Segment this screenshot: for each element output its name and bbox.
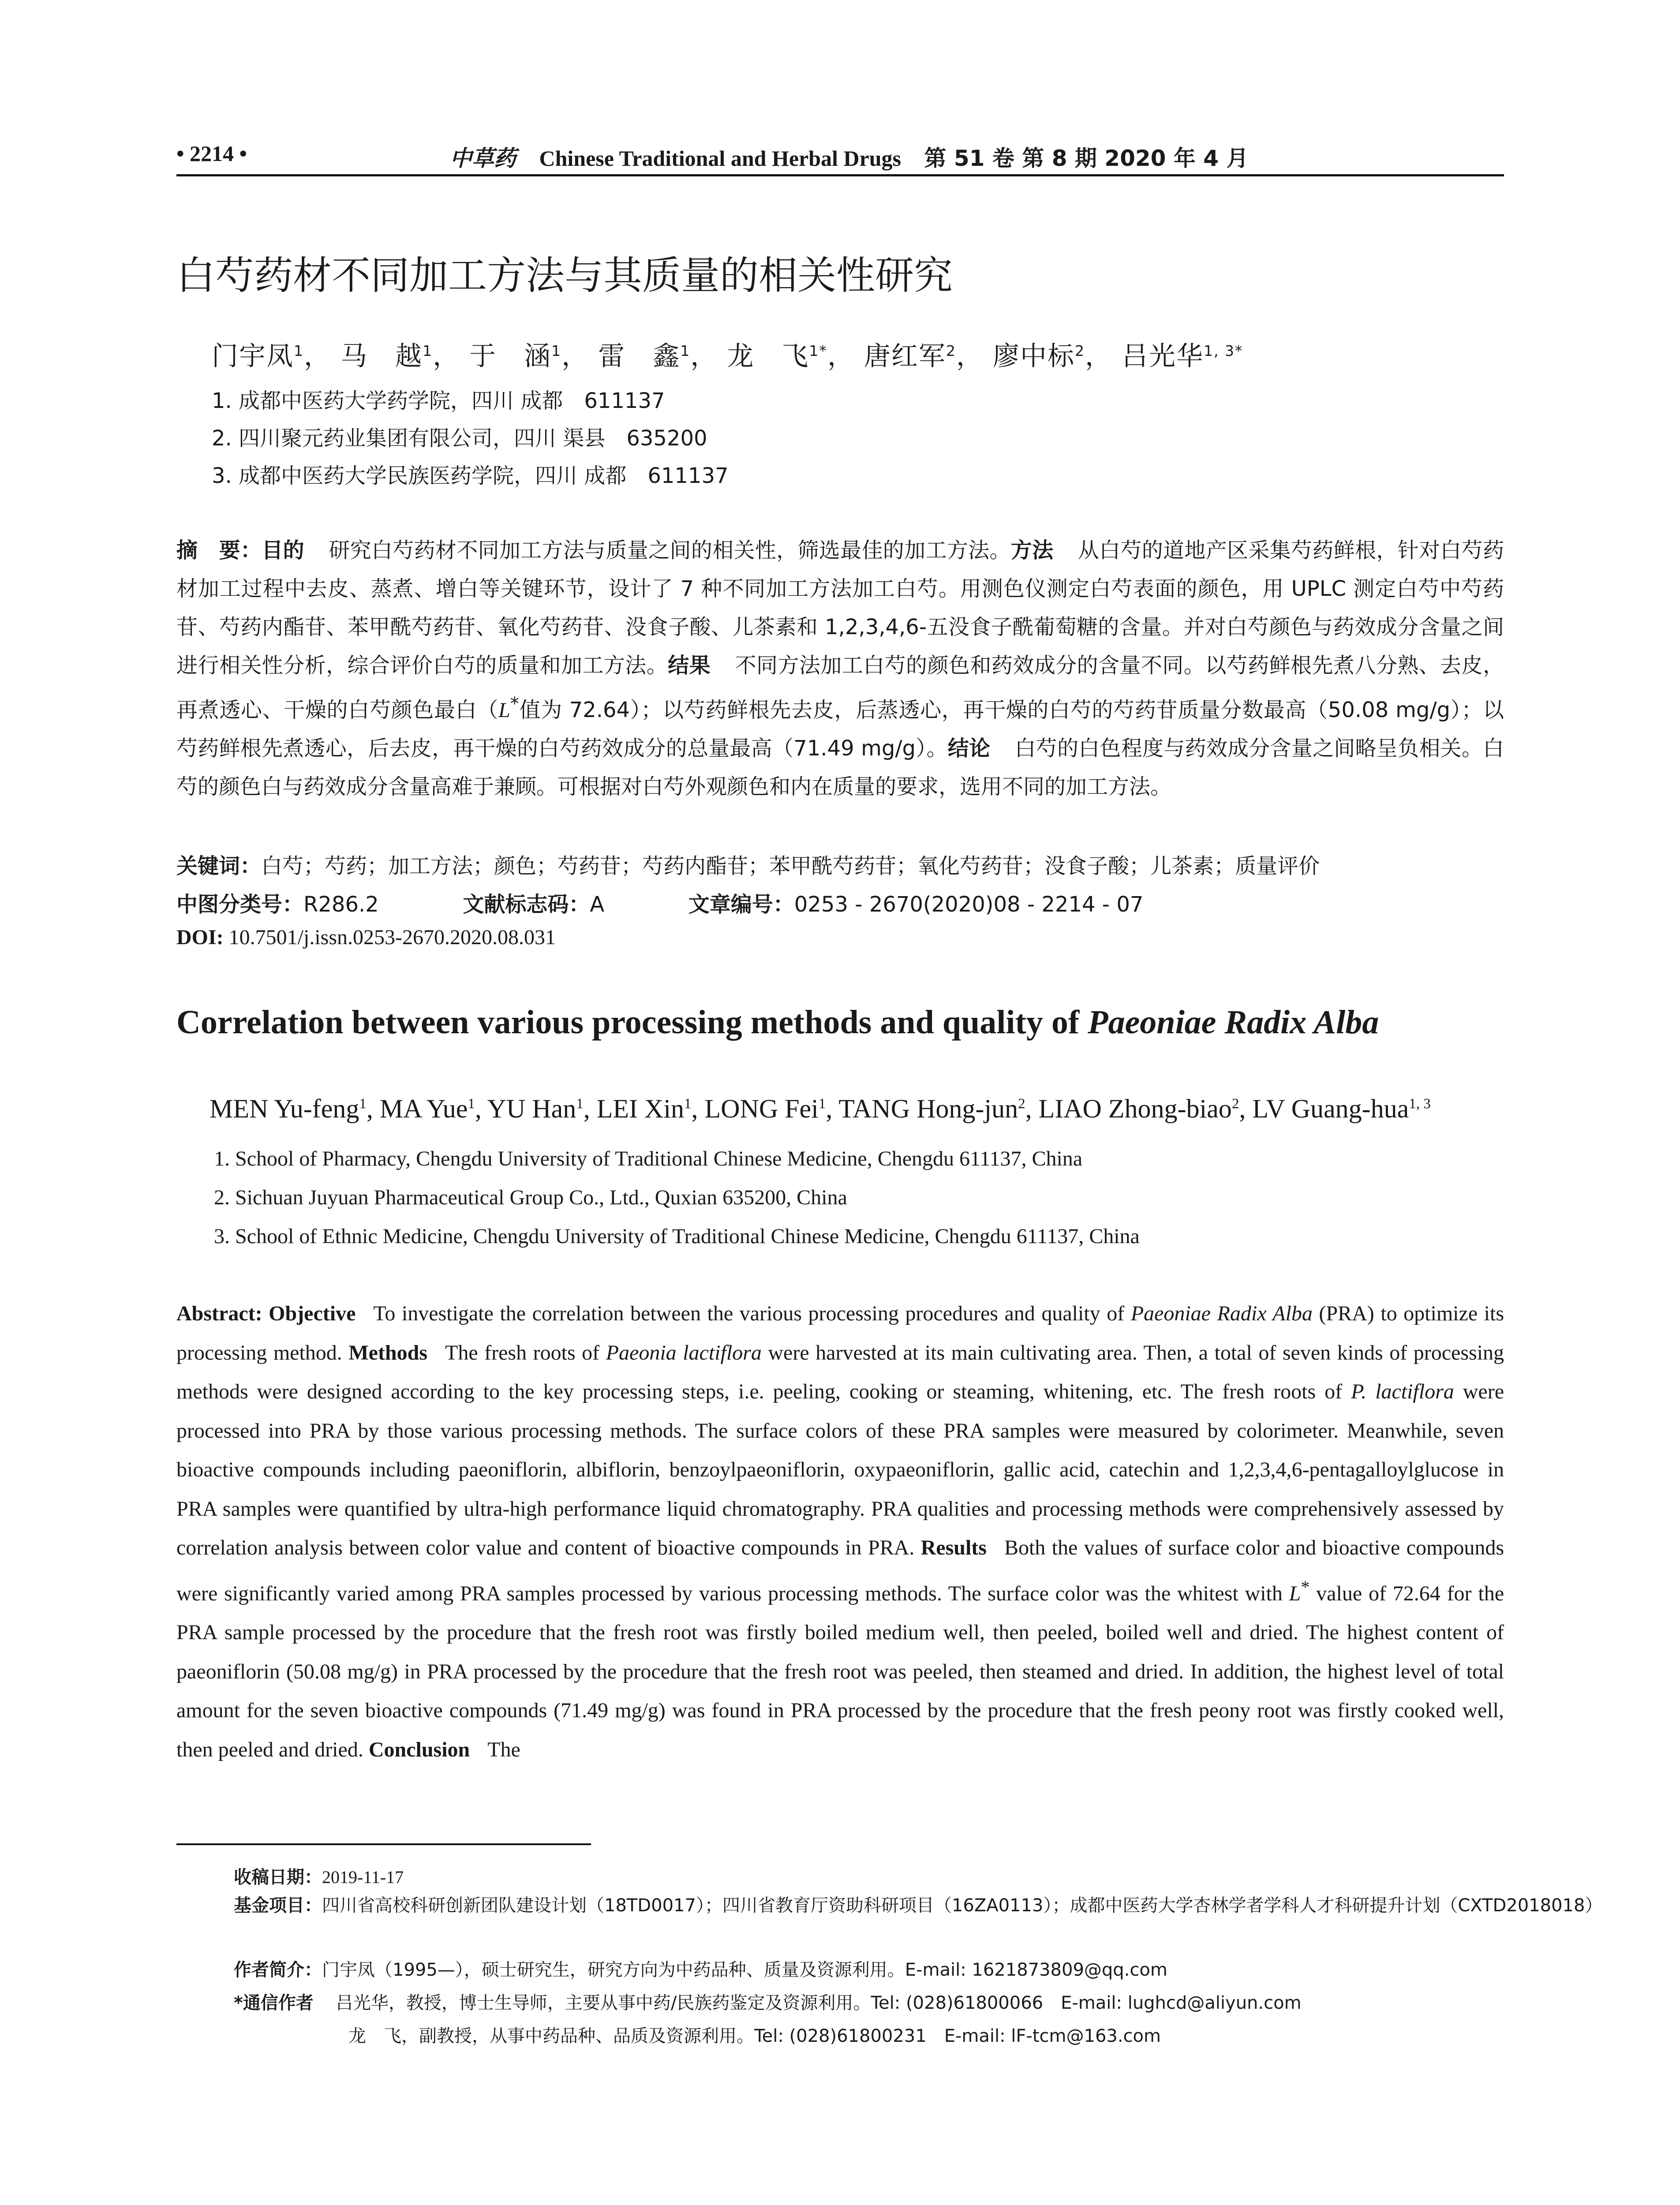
methods-label-cn: 方法 bbox=[1010, 538, 1054, 563]
results-text-cn-2: 值为 72.64）；以芍药鲜根先去皮，后蒸透心，再干燥的白芍的芍药苷质量分数最高（50.08 mg/g）；以芍药鲜根先煮透心，后去皮，再干燥的白芍药效成分的总量最高（71.49 mg/g）。 bbox=[176, 698, 1504, 761]
footnote-received: 收稿日期：2019-11-17 bbox=[234, 1867, 404, 1887]
author-cn: 廖中标$^2$ bbox=[992, 341, 1085, 372]
abstract-en: Abstract: Objective To investigate the correlation between the various processing procedures and quality of Paeoniae Radix Alba (PRA) to optimize its processing method. Methods The fresh roots of Paeonia lactiflora were harvested at its main cultivating area. Then, a total of seven kinds of processing methods were designed according to the key processing steps, i.e. peeling, cooking or steaming, whitening, etc. The fresh roots of P. lactiflora were processed into PRA by those various processing methods. The surface colors of these PRA samples were measured by colorimeter. Meanwhile, seven bioactive compounds including paeoniflorin, albiflorin, benzoylpaeoniflorin, oxypaeoniflorin, gallic acid, catechin and 1,2,3,4,6-pentagalloylglucose in PRA samples were quantified by ultra-high performance liquid chromatography. PRA qualities and processing methods were comprehensively assessed by correlation analysis between color value and content of bioactive compounds in PRA. Results Both the values of surface color and bioactive compounds were significantly varied among PRA samples processed by various processing methods. The surface color was the whitest with L* value of 72.64 for the PRA sample processed by the procedure that the fresh root was firstly boiled medium well, then peeled, boiled well and dried. The highest content of paeoniflorin (50.08 mg/g) in PRA processed by the procedure that the fresh root was peeled, then steamed and dried. In addition, the highest level of total amount for the seven bioactive compounds (71.49 mg/g) was found in PRA processed by the procedure that the fresh peony root was firstly cooked well, then peeled and dried. Conclusion The bbox=[176, 1302, 1504, 1761]
clc-label: 中图分类号： bbox=[176, 892, 304, 917]
species-italic: Paeonia lactiflora bbox=[606, 1341, 762, 1364]
footnote-corresponding-2: 龙 飞，副教授，从事中药品种、品质及资源利用。Tel: (028)61800231 E-mail: lF-tcm@163.com bbox=[348, 2026, 1161, 2046]
doi-value: 10.7501/j.issn.0253-2670.2020.08.031 bbox=[228, 926, 556, 949]
doc-code-label: 文献标志码： bbox=[463, 892, 590, 917]
footnote-fund: 基金项目：四川省高校科研创新团队建设计划（18TD0017）；四川省教育厅资助科研项目（16ZA0113）；成都中医药大学杏林学者学科人才科研提升计划（CXTD2018018） bbox=[234, 1895, 1603, 1916]
author-en: LIAO Zhong-biao$^2$ bbox=[1038, 1094, 1239, 1123]
results-label-cn: 结果 bbox=[668, 653, 711, 678]
abstract-label-cn: 摘 要： bbox=[176, 538, 262, 563]
author-en: LONG Fei$^1$ bbox=[704, 1094, 826, 1123]
author-en: TANG Hong-jun$^2$ bbox=[838, 1094, 1025, 1123]
objective-text-en: To investigate the correlation between the various processing procedures and quality of bbox=[373, 1302, 1131, 1325]
results-text-cn: 不同方法加工白芍的颜色和药效成分的含量不同。以芍药鲜根先煮八分熟、去皮，再煮透心、干燥的白芍颜色最白（ bbox=[176, 653, 1504, 722]
objective-text-cn: 研究白芍药材不同加工方法与质量之间的相关性，筛选最佳的加工方法。 bbox=[328, 538, 1011, 563]
classification-line bbox=[176, 887, 1143, 918]
affiliation-en-3: 3. School of Ethnic Medicine, Chengdu University of Traditional Chinese Medicine, Chengdu 611137, China bbox=[214, 1225, 1140, 1248]
affiliation-cn-2: 2. 四川聚元药业集团有限公司，四川 渠县 635200 bbox=[212, 426, 707, 451]
title-species: Paeoniae Radix Alba bbox=[1088, 1004, 1379, 1041]
doc-code-value: A bbox=[590, 892, 605, 917]
doi-label: DOI: bbox=[176, 926, 224, 949]
article-title-en: Correlation between various processing methods and quality of Paeoniae Radix Alba bbox=[176, 1004, 1379, 1041]
keywords-line bbox=[176, 849, 1320, 879]
objective-label-en: Objective bbox=[269, 1302, 356, 1325]
affiliation-en-1: 1. School of Pharmacy, Chengdu University of Traditional Chinese Medicine, Chengdu 611137, China bbox=[214, 1147, 1083, 1170]
footnote-author: 作者简介：门宇凤（1995—），硕士研究生，研究方向为中药品种、质量及资源利用。E-mail: 1621873809@qq.com bbox=[234, 1960, 1167, 1980]
conclusion-label-cn: 结论 bbox=[947, 736, 991, 761]
author-cn: 于 涵$^1$ bbox=[469, 341, 562, 372]
l-star-symbol: L bbox=[498, 699, 510, 722]
author-en: LEI Xin$^1$ bbox=[596, 1094, 692, 1123]
methods-text-en: The fresh roots of bbox=[445, 1341, 606, 1364]
author-list-en: MEN Yu-feng$^1$, MA Yue$^1$, YU Han$^1$, LEI Xin$^1$, LONG Fei$^1$, TANG Hong-jun$^2$, LIAO Zhong-biao$^2$, LV Guang-hua$^{1, 3}$ bbox=[210, 1094, 1431, 1123]
author-en: MEN Yu-feng$^1$ bbox=[210, 1094, 367, 1123]
l-star-symbol-en: L bbox=[1289, 1581, 1301, 1605]
author-list-cn: 门宇凤$^1$， 马 越$^1$， 于 涵$^1$， 雷 鑫$^1$， 龙 飞$^{1*}$， 唐红军$^2$， 廖中标$^2$， 吕光华$^{1, 3*}$ bbox=[212, 341, 1243, 372]
results-label-en: Results bbox=[920, 1536, 987, 1559]
methods-text-cn: 从白芍的道地产区采集芍药鲜根，针对白芍药材加工过程中去皮、蒸煮、增白等关键环节，设计了 7 种不同加工方法加工白芍。用测色仪测定白芍表面的颜色，用 UPLC 测定白芍中芍药苷、芍药内酯苷、苯甲酰芍药苷、氧化芍药苷、没食子酸、儿茶素和 1,2,3,4,6-五没食子酰葡萄糖的含量。并对白芍颜色与药效成分含量之间进行相关性分析，综合评价白芍的质量和加工方法。 bbox=[176, 538, 1504, 678]
page-number: • 2214 • bbox=[176, 141, 247, 166]
journal-name-en: Chinese Traditional and Herbal Drugs bbox=[539, 146, 901, 171]
author-cn: 马 越$^1$ bbox=[340, 341, 433, 372]
keywords-label: 关键词： bbox=[176, 854, 262, 878]
species-italic: Paeoniae Radix Alba bbox=[1130, 1302, 1313, 1325]
conclusion-text-en: The bbox=[487, 1738, 520, 1761]
species-italic: P. lactiflora bbox=[1351, 1380, 1454, 1403]
l-star-sup: * bbox=[510, 694, 519, 714]
author-en: YU Han$^1$ bbox=[487, 1094, 584, 1123]
author-cn: 吕光华$^{1, 3*}$ bbox=[1122, 341, 1243, 372]
footnote-corresponding: *通信作者 吕光华，教授，博士生导师，主要从事中药/民族药鉴定及资源利用。Tel: (028)61800066 E-mail: lughcd@aliyun.com bbox=[234, 1993, 1302, 2013]
author-en: MA Yue$^1$ bbox=[379, 1094, 475, 1123]
journal-name-cn: 中草药 bbox=[450, 146, 516, 171]
affiliation-cn-1: 1. 成都中医药大学药学院，四川 成都 611137 bbox=[212, 389, 665, 413]
clc-value: R286.2 bbox=[303, 892, 379, 917]
journal-title bbox=[450, 141, 1248, 172]
results-text-en: Both the values of surface color and bioactive compounds were significantly varied among PRA samples processed by various processing methods. The surface color was the whitest with bbox=[176, 1536, 1504, 1605]
author-cn: 门宇凤$^1$ bbox=[212, 341, 304, 372]
methods-label-en: Methods bbox=[348, 1341, 427, 1364]
author-cn: 雷 鑫$^1$ bbox=[598, 341, 691, 372]
conclusion-label-en: Conclusion bbox=[368, 1738, 470, 1761]
author-cn: 龙 飞$^{1*}$ bbox=[727, 341, 827, 372]
doi-line bbox=[176, 925, 556, 949]
author-en: LV Guang-hua$^{1, 3}$ bbox=[1252, 1094, 1431, 1123]
author-cn: 唐红军$^2$ bbox=[864, 341, 956, 372]
objective-label-cn: 目的 bbox=[262, 538, 304, 563]
conclusion-text-cn: 白芍的白色程度与药效成分含量之间略呈负相关。白芍的颜色白与药效成分含量高难于兼顾。可根据对白芍外观颜色和内在质量的要求，选用不同的加工方法。 bbox=[176, 736, 1504, 799]
article-title-cn: 白芍药材不同加工方法与其质量的相关性研究 bbox=[176, 253, 953, 298]
footnote-rule bbox=[176, 1843, 591, 1845]
affiliation-cn-3: 3. 成都中医药大学民族医药学院，四川 成都 611137 bbox=[212, 463, 729, 488]
abstract-cn bbox=[176, 531, 1504, 806]
affiliation-en-2: 2. Sichuan Juyuan Pharmaceutical Group Co., Ltd., Quxian 635200, China bbox=[214, 1186, 847, 1209]
keywords: 白芍；芍药；加工方法；颜色；芍药苷；芍药内酯苷；苯甲酰芍药苷；氧化芍药苷；没食子酸；儿茶素；质量评价 bbox=[261, 854, 1320, 878]
abstract-label-en: Abstract: bbox=[176, 1302, 262, 1325]
journal-issue: 第 51 卷 第 8 期 2020 年 4 月 bbox=[924, 146, 1249, 171]
running-header bbox=[176, 139, 1504, 176]
article-no-value: 0253 - 2670(2020)08 - 2214 - 07 bbox=[794, 892, 1144, 917]
article-no-label: 文章编号： bbox=[688, 892, 794, 917]
